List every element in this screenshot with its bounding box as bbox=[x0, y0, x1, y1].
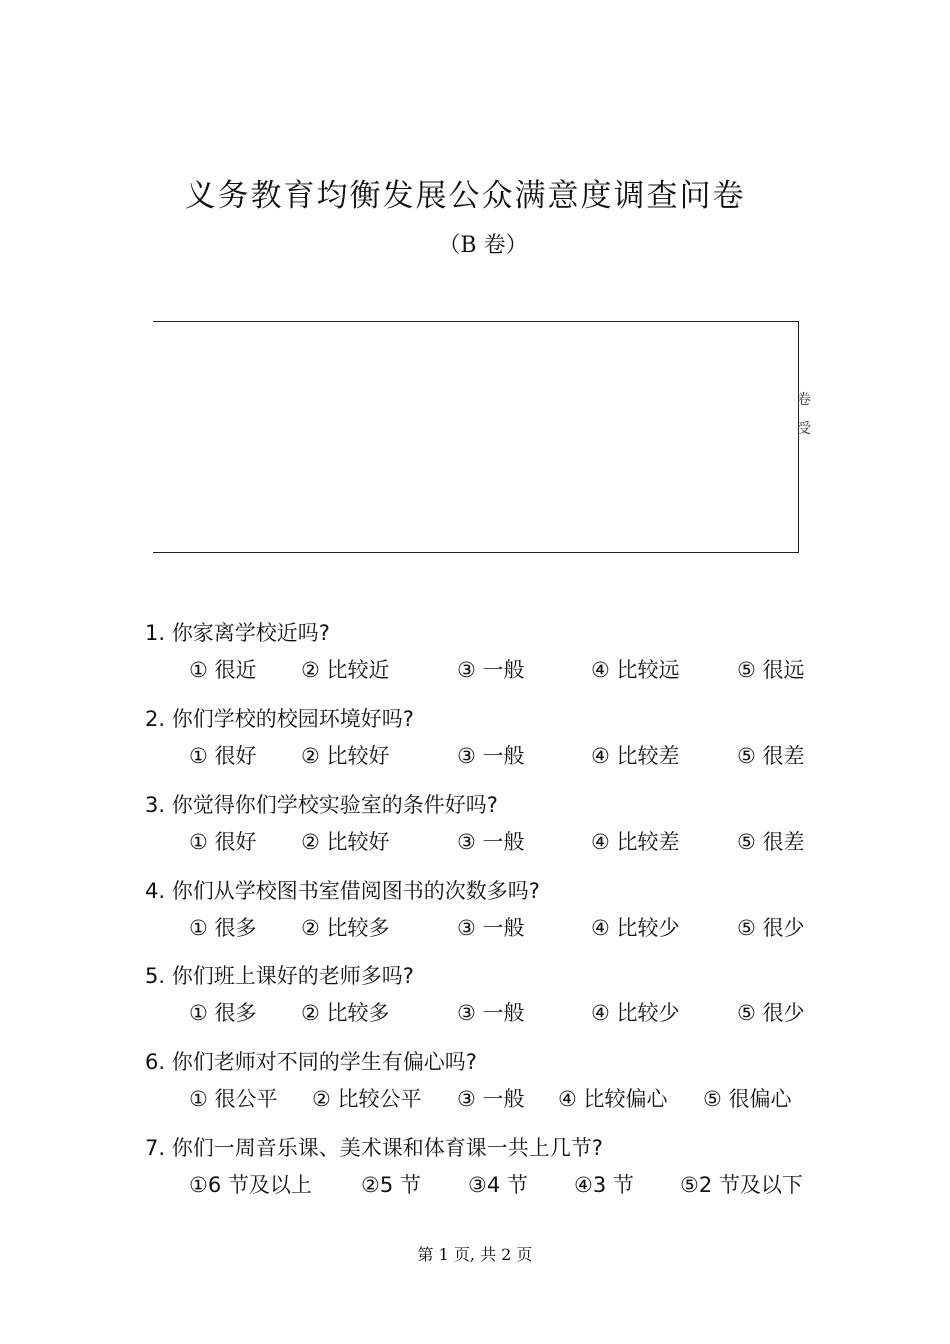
question-7: 7. 你们一周音乐课、美术课和体育课一共上几节? bbox=[145, 1136, 603, 1160]
option[interactable]: ② 比较多 bbox=[301, 1001, 390, 1025]
option[interactable]: ④ 比较差 bbox=[591, 744, 680, 768]
option[interactable]: ⑤ 很差 bbox=[737, 744, 805, 768]
option[interactable]: ④ 比较少 bbox=[591, 1001, 680, 1025]
page-title: 义务教育均衡发展公众满意度调查问卷 bbox=[184, 178, 746, 214]
option[interactable]: ⑤ 很少 bbox=[737, 916, 805, 940]
option[interactable]: ⑤ 很差 bbox=[737, 830, 805, 854]
option[interactable]: ② 比较好 bbox=[301, 744, 390, 768]
option[interactable]: ⑤ 很偏心 bbox=[703, 1087, 792, 1111]
question-3-options bbox=[0, 826, 950, 856]
question-4-options bbox=[0, 912, 950, 942]
question-5-options bbox=[0, 997, 950, 1027]
option[interactable]: ④ 比较少 bbox=[591, 916, 680, 940]
option[interactable]: ③ 一般 bbox=[457, 1087, 525, 1111]
option[interactable]: ② 比较近 bbox=[301, 658, 390, 682]
option[interactable]: ③ 一般 bbox=[457, 1001, 525, 1025]
question-4: 4. 你们从学校图书室借阅图书的次数多吗? bbox=[145, 879, 540, 903]
option[interactable]: ① 很好 bbox=[189, 744, 257, 768]
option[interactable]: ④ 比较远 bbox=[591, 658, 680, 682]
option[interactable]: ① 很多 bbox=[189, 916, 257, 940]
option[interactable]: ①6 节及以上 bbox=[189, 1173, 312, 1197]
option[interactable]: ③ 一般 bbox=[457, 658, 525, 682]
option[interactable]: ① 很公平 bbox=[189, 1087, 278, 1111]
question-2: 2. 你们学校的校园环境好吗? bbox=[145, 707, 414, 731]
page-subtitle: （B 卷） bbox=[438, 233, 528, 258]
question-1-options bbox=[0, 654, 950, 684]
option[interactable]: ⑤ 很少 bbox=[737, 1001, 805, 1025]
option[interactable]: ④ 比较偏心 bbox=[558, 1087, 668, 1111]
option[interactable]: ① 很近 bbox=[189, 658, 257, 682]
question-1: 1. 你家离学校近吗? bbox=[145, 621, 330, 645]
option[interactable]: ② 比较多 bbox=[301, 916, 390, 940]
intro-box-overflow-char: 受 bbox=[797, 421, 811, 437]
page-footer: 第 1 页, 共 2 页 bbox=[417, 1245, 533, 1264]
option[interactable]: ⑤ 很远 bbox=[737, 658, 805, 682]
question-3: 3. 你觉得你们学校实验室的条件好吗? bbox=[145, 793, 498, 817]
intro-box bbox=[153, 321, 799, 553]
option[interactable]: ③ 一般 bbox=[457, 830, 525, 854]
option[interactable]: ③ 一般 bbox=[457, 916, 525, 940]
option[interactable]: ① 很好 bbox=[189, 830, 257, 854]
option[interactable]: ④3 节 bbox=[574, 1173, 634, 1197]
option[interactable]: ③ 一般 bbox=[457, 744, 525, 768]
option[interactable]: ③4 节 bbox=[468, 1173, 528, 1197]
question-6: 6. 你们老师对不同的学生有偏心吗? bbox=[145, 1050, 477, 1074]
question-2-options bbox=[0, 740, 950, 770]
question-7-options bbox=[0, 1169, 950, 1199]
intro-box-overflow-char: 卷 bbox=[797, 392, 811, 408]
option[interactable]: ④ 比较差 bbox=[591, 830, 680, 854]
question-5: 5. 你们班上课好的老师多吗? bbox=[145, 964, 414, 988]
option[interactable]: ① 很多 bbox=[189, 1001, 257, 1025]
option[interactable]: ⑤2 节及以下 bbox=[680, 1173, 803, 1197]
question-6-options bbox=[0, 1083, 950, 1113]
option[interactable]: ②5 节 bbox=[361, 1173, 421, 1197]
option[interactable]: ② 比较好 bbox=[301, 830, 390, 854]
option[interactable]: ② 比较公平 bbox=[312, 1087, 422, 1111]
